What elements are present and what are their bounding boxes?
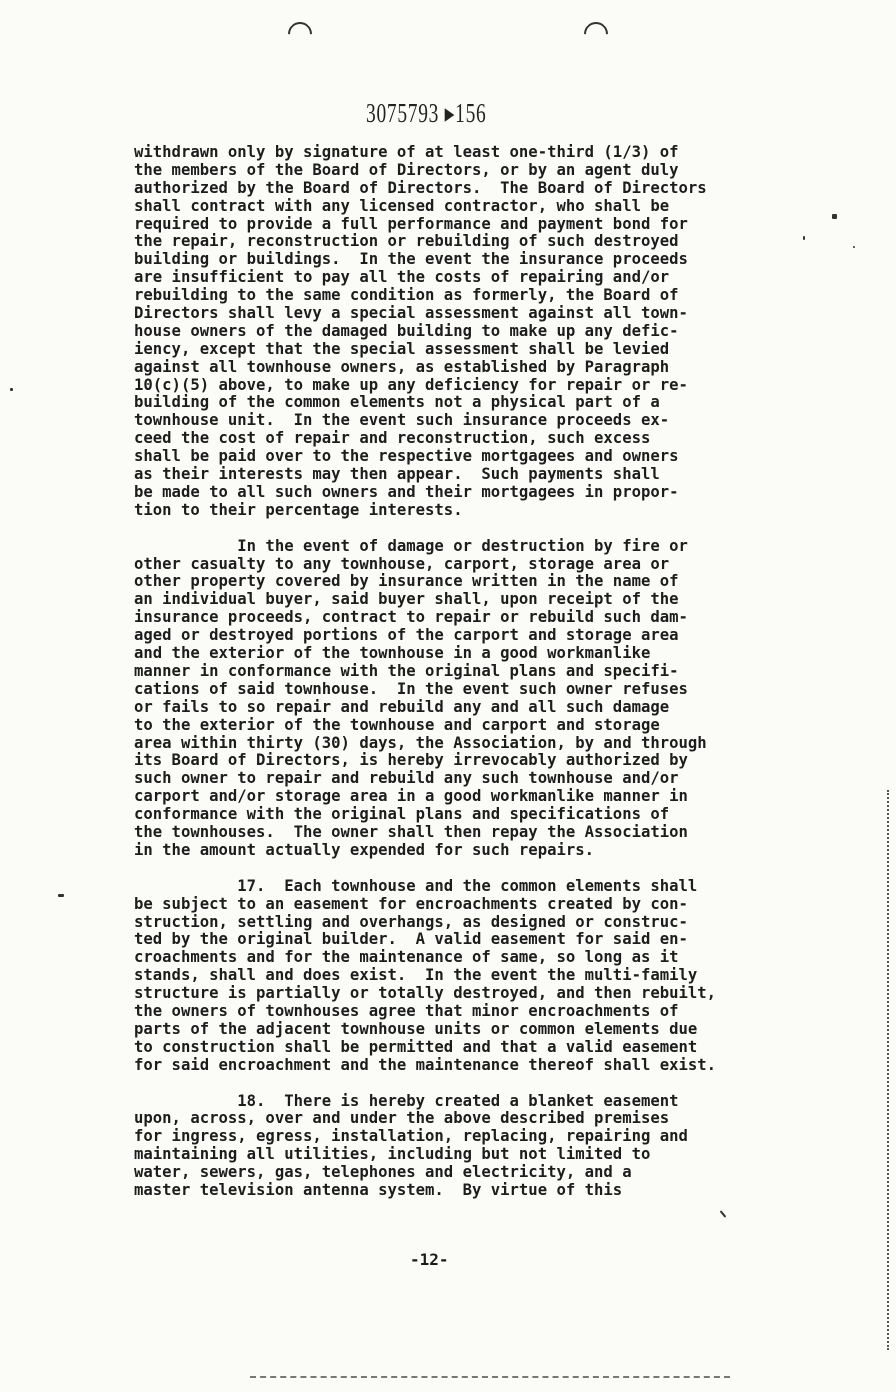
scan-speck — [10, 388, 13, 391]
text-line: upon, across, over and under the above described premises — [134, 1109, 670, 1128]
text-line: withdrawn only by signature of at least one-third (1/3) of — [134, 143, 679, 161]
text-line: aged or destroyed portions of the carport and storage area — [134, 626, 679, 645]
text-line: 10(c)(5) above, to make up any deficiency for repair or re- — [134, 375, 688, 394]
text-line: the townhouses. The owner shall then repay the Association — [134, 822, 688, 841]
text-line: house owners of the damaged building to make up any defic- — [134, 321, 679, 340]
text-line: for ingress, egress, installation, replacing, repairing and — [134, 1127, 688, 1146]
paragraph-16-continued — [134, 144, 814, 520]
paragraph-17-encroachments — [134, 878, 814, 1075]
text-line: Directors shall levy a special assessment against all town- — [134, 304, 688, 323]
text-line: shall be paid over to the respective mortgagees and owners — [134, 447, 679, 466]
scan-speck — [720, 1210, 727, 1217]
scan-bottom-strip — [250, 1376, 730, 1382]
text-line: insurance proceeds, contract to repair or rebuild such dam- — [134, 608, 688, 627]
text-line: struction, settling and overhangs, as designed or construc- — [134, 912, 688, 931]
text-line: manner in conformance with the original plans and specifi- — [134, 661, 679, 680]
text-line: other casualty to any townhouse, carport, storage area or — [134, 554, 670, 573]
text-line: In the event of damage or destruction by fire or — [134, 536, 688, 555]
text-line: its Board of Directors, is hereby irrevocably authorized by — [134, 751, 688, 770]
text-line: the owners of townhouses agree that minor encroachments of — [134, 1001, 679, 1020]
text-line: townhouse unit. In the event such insurance proceeds ex- — [134, 411, 670, 430]
text-line: ted by the original builder. A valid easement for said en- — [134, 930, 688, 949]
text-line: an individual buyer, said buyer shall, upon receipt of the — [134, 590, 679, 609]
text-line: against all townhouse owners, as established by Paragraph — [134, 357, 670, 376]
text-line: parts of the adjacent townhouse units or common elements due — [134, 1019, 698, 1038]
text-line: and the exterior of the townhouse in a good workmanlike — [134, 644, 651, 663]
text-line: building or buildings. In the event the insurance proceeds — [134, 250, 688, 269]
paragraph-damage-individual — [134, 538, 814, 860]
scan-speck — [803, 236, 805, 240]
text-line: other property covered by insurance written in the name of — [134, 572, 679, 591]
text-line: structure is partially or totally destroyed, and then rebuilt, — [134, 984, 717, 1003]
text-line: shall contract with any licensed contractor, who shall be — [134, 196, 670, 215]
text-line: in the amount actually expended for such repairs. — [134, 840, 595, 859]
punch-hole-mark — [283, 17, 317, 51]
document-body — [134, 144, 814, 1200]
scan-edge-marks — [887, 790, 892, 1350]
text-line: to construction shall be permitted and that a valid easement — [134, 1037, 698, 1056]
text-line: stands, shall and does exist. In the event the multi-family — [134, 966, 698, 985]
scan-speck — [832, 214, 837, 219]
text-line: building of the common elements not a physical part of a — [134, 393, 660, 412]
text-line: such owner to repair and rebuild any such townhouse and/or — [134, 769, 679, 788]
text-line: cations of said townhouse. In the event such owner refuses — [134, 679, 688, 698]
text-line: for said encroachment and the maintenance thereof shall exist. — [134, 1055, 717, 1074]
scan-speck — [58, 894, 64, 897]
text-line: carport and/or storage area in a good workmanlike manner in — [134, 787, 688, 806]
text-line: the repair, reconstruction or rebuilding of such destroyed — [134, 232, 679, 251]
text-line: are insufficient to pay all the costs of repairing and/or — [134, 268, 670, 287]
text-line: master television antenna system. By virtue of this — [134, 1180, 623, 1199]
text-line: authorized by the Board of Directors. The Board of Directors — [134, 178, 707, 197]
text-line: tion to their percentage interests. — [134, 500, 463, 519]
text-line: iency, except that the special assessment shall be levied — [134, 339, 670, 358]
text-line: conformance with the original plans and specifications of — [134, 805, 670, 824]
text-line: 18. There is hereby created a blanket easement — [134, 1091, 679, 1110]
recording-stamp: 3075793 ▸156 — [366, 98, 487, 128]
text-line: croachments and for the maintenance of same, so long as it — [134, 948, 679, 967]
text-line: as their interests may then appear. Such payments shall — [134, 465, 660, 484]
text-line: be made to all such owners and their mortgagees in propor- — [134, 482, 679, 501]
text-line: rebuilding to the same condition as formerly, the Board of — [134, 286, 679, 305]
paragraph-18-blanket-easement — [134, 1093, 814, 1200]
text-line: 17. Each townhouse and the common elements shall — [134, 876, 698, 895]
text-line: the members of the Board of Directors, or by an agent duly — [134, 160, 679, 179]
punch-hole-mark — [579, 17, 613, 51]
text-line: required to provide a full performance and payment bond for — [134, 214, 688, 233]
text-line: ceed the cost of repair and reconstruction, such excess — [134, 429, 651, 448]
text-line: area within thirty (30) days, the Association, by and through — [134, 733, 707, 752]
text-line: water, sewers, gas, telephones and electricity, and a — [134, 1163, 632, 1182]
text-line: maintaining all utilities, including but not limited to — [134, 1145, 651, 1164]
text-line: or fails to so repair and rebuild any and all such damage — [134, 697, 670, 716]
scan-speck — [853, 246, 855, 248]
page-number: -12- — [410, 1250, 449, 1269]
text-line: to the exterior of the townhouse and carport and storage — [134, 715, 660, 734]
text-line: be subject to an easement for encroachments created by con- — [134, 894, 688, 913]
